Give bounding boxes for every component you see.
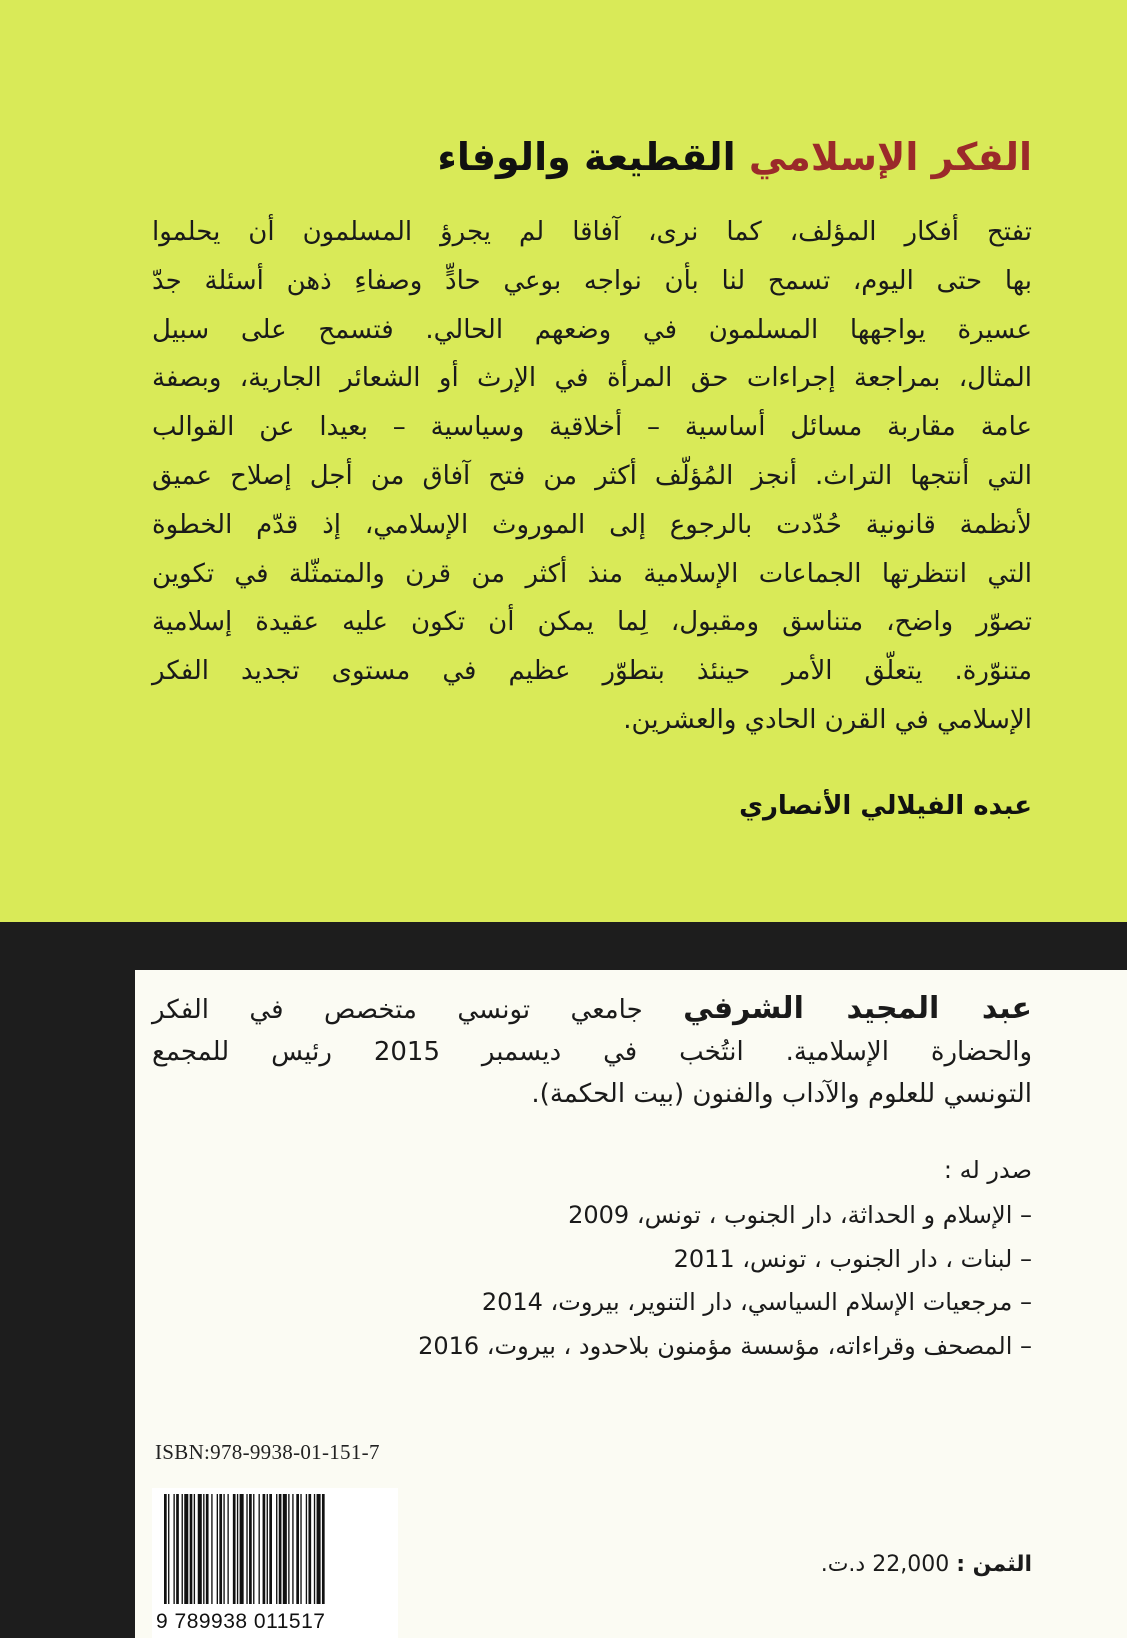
author-name: عبد المجيد الشرفي <box>683 991 1033 1026</box>
blurb-line: تصوّر واضح، متناسق ومقبول، لِما يمكن أن تكون عليه عقيدة إسلامية <box>152 607 1032 638</box>
author-bio <box>152 988 1032 1115</box>
blurb-line: تفتح أفكار المؤلف، كما نرى، آفاقا لم يجرؤ المسلمون أن يحلموا <box>152 217 1032 247</box>
blurb-line: التي أنتجها التراث. أنجز المُؤلّف أكثر من فتح آفاق من أجل إصلاح عميق <box>152 460 1032 491</box>
blurb-line: بها حتى اليوم، تسمح لنا بأن نواجه بوعي حادٍّ وصفاءِ ذهن أسئلة جدّ <box>152 265 1032 296</box>
bio-line1-rest: جامعي تونسي متخصص في الفكر <box>152 995 684 1025</box>
isbn-label: ISBN:978-9938-01-151-7 <box>155 1440 380 1464</box>
blurb-line-last: الإسلامي في القرن الحادي والعشرين. <box>623 704 1032 735</box>
bio-line: التونسي للعلوم والآداب والفنون (بيت الحكمة). <box>531 1079 1032 1109</box>
title-accent: الفكر الإسلامي <box>748 135 1032 179</box>
barcode-bars-icon <box>162 1494 388 1608</box>
book-title <box>112 132 1032 182</box>
blurb-line: عسيرة يواجهها المسلمون في وضعهم الحالي. فتسمح على سبيل <box>152 314 1032 345</box>
blurb-signature: عبده الفيلالي الأنصاري <box>739 791 1032 821</box>
price <box>732 1548 1032 1582</box>
blurb-line: لأنظمة قانونية حُدّدت بالرجوع إلى الموروث الإسلامي، إذ قدّم الخطوة <box>152 509 1032 540</box>
publications-heading: صدر له : <box>943 1156 1032 1184</box>
price-value: 22,000 د.ت. <box>820 1552 957 1577</box>
bio-line: والحضارة الإسلامية. انتُخب في ديسمبر 2015 رئيس للمجمع <box>152 1037 1033 1067</box>
publication-item: – لبنات ، دار الجنوب ، تونس، 2011 <box>673 1244 1032 1273</box>
title-rest: القطيعة والوفاء <box>437 135 749 179</box>
blurb-line: المثال، بمراجعة إجراءات حق المرأة في الإرث أو الشعائر الجارية، وبصفة <box>152 363 1032 394</box>
publication-item: – المصحف وقراءاته، مؤسسة مؤمنون بلاحدود ، بيروت، 2016 <box>418 1331 1032 1360</box>
publication-item: – مرجعيات الإسلام السياسي، دار التنوير، بيروت، 2014 <box>481 1288 1032 1316</box>
bio-line <box>152 988 1032 1031</box>
barcode <box>152 1488 398 1638</box>
blurb-line: متنوّرة. يتعلّق الأمر حينئذ بتطوّر عظيم في مستوى تجديد الفكر <box>152 656 1032 687</box>
price-label: الثمن : <box>956 1552 1032 1577</box>
blurb-line: عامة مقاربة مسائل أساسية – أخلاقية وسياسية – بعيدا عن القوالب <box>152 412 1032 443</box>
publication-item: – الإسلام و الحداثة، دار الجنوب ، تونس، 2009 <box>568 1201 1032 1229</box>
barcode-digits: 9 789938 011517 <box>156 1610 326 1633</box>
blurb-line: التي انتظرتها الجماعات الإسلامية منذ أكثر من قرن والمتمثّلة في تكوين <box>152 558 1032 589</box>
publications-list <box>152 1194 1032 1368</box>
blurb-paragraph <box>152 208 1032 745</box>
